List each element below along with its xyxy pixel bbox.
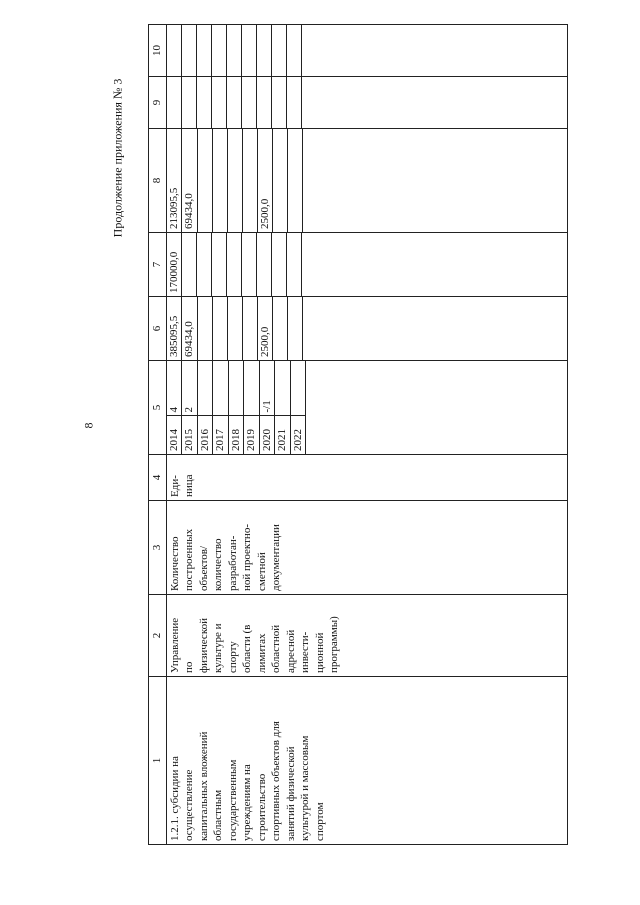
c9-value <box>196 77 211 128</box>
c10-value <box>256 25 271 76</box>
value-row <box>273 129 288 232</box>
c9-value <box>211 77 226 128</box>
value-row <box>288 129 303 232</box>
c9-value <box>167 77 182 128</box>
value-row <box>273 297 288 360</box>
event-cell: 1.2.1. субсидии на осуществление капитальных вложений областным государственным учреждениям на строительство спортивных объектов для занятий физической культурой и массовым спортом <box>166 677 567 845</box>
c7-value <box>212 233 227 296</box>
year-label: 2017 <box>213 416 229 454</box>
value-row <box>227 297 242 360</box>
value-row <box>242 233 257 296</box>
c7-value <box>197 233 212 296</box>
c9-value <box>271 77 286 128</box>
value-row <box>257 233 272 296</box>
value-row <box>242 297 257 360</box>
value-row <box>212 129 227 232</box>
value-row <box>226 77 241 128</box>
c9-value <box>256 77 271 128</box>
value-row <box>167 233 182 296</box>
year-row <box>275 361 291 454</box>
col9-cell <box>166 77 567 129</box>
col-number: 7 <box>149 233 167 297</box>
value-row <box>167 129 182 232</box>
value-row <box>197 129 212 232</box>
c10-value <box>241 25 256 76</box>
c6-value <box>288 297 303 360</box>
year-value <box>275 361 291 416</box>
value-row <box>227 233 242 296</box>
value-row <box>241 77 256 128</box>
year-row <box>197 361 213 454</box>
c10-value <box>196 25 211 76</box>
value-row <box>211 77 226 128</box>
col9-table <box>167 77 302 128</box>
value-row <box>241 25 256 76</box>
year-label: 2014 <box>167 416 182 454</box>
c6-value: 2500,0 <box>257 297 273 360</box>
executor-cell: Управление по физической культуре и спорту области (в лимитах областной адресной инвести- ционной программы) <box>166 595 567 677</box>
table-row <box>166 25 567 845</box>
year-value: 4 <box>167 361 182 416</box>
value-row <box>287 233 302 296</box>
value-row <box>271 25 286 76</box>
year-row <box>259 361 275 454</box>
c7-value <box>182 233 197 296</box>
table-container <box>148 25 568 845</box>
year-row <box>228 361 244 454</box>
unit-cell: Еди- ница <box>166 455 567 501</box>
column-number-row <box>149 25 167 845</box>
value-row <box>286 25 301 76</box>
col8-table <box>167 129 304 232</box>
year-label: 2018 <box>228 416 244 454</box>
value-row <box>197 297 212 360</box>
c8-value: 2500,0 <box>257 129 273 232</box>
value-row <box>227 129 242 232</box>
c8-value <box>242 129 257 232</box>
c9-value <box>181 77 196 128</box>
year-row <box>244 361 260 454</box>
year-label: 2022 <box>290 416 306 454</box>
c7-value <box>257 233 272 296</box>
indicator-cell: Количество построенных объектов/ количество разработан- ной проектно- сметной документации <box>166 501 567 595</box>
c8-value <box>273 129 288 232</box>
col10-cell <box>166 25 567 77</box>
value-row <box>182 233 197 296</box>
value-row <box>288 297 303 360</box>
c8-value: 69434,0 <box>182 129 198 232</box>
col6-table <box>167 297 304 360</box>
value-row <box>211 25 226 76</box>
c6-value <box>273 297 288 360</box>
year-label: 2019 <box>244 416 260 454</box>
value-row <box>167 25 182 76</box>
value-row <box>182 129 198 232</box>
col-number: 4 <box>149 455 167 501</box>
value-row <box>242 129 257 232</box>
col6-cell <box>166 297 567 361</box>
year-table <box>167 361 307 454</box>
col7-cell <box>166 233 567 297</box>
value-row <box>226 25 241 76</box>
c7-value <box>227 233 242 296</box>
col-number: 6 <box>149 297 167 361</box>
c10-value <box>181 25 196 76</box>
year-values-cell <box>166 361 567 455</box>
c10-value <box>211 25 226 76</box>
value-row <box>256 77 271 128</box>
c6-value <box>242 297 257 360</box>
value-row <box>257 129 273 232</box>
c7-value <box>242 233 257 296</box>
year-label: 2016 <box>197 416 213 454</box>
year-value: 2 <box>182 361 198 416</box>
year-label: 2015 <box>182 416 198 454</box>
value-row <box>182 297 198 360</box>
value-row <box>197 233 212 296</box>
appendix-table <box>148 24 568 845</box>
value-row <box>212 297 227 360</box>
c6-value: 385095,5 <box>167 297 182 360</box>
page-number: 8 <box>81 422 96 429</box>
col7-table <box>167 233 303 296</box>
c7-value: 170000,0 <box>167 233 182 296</box>
col-number: 9 <box>149 77 167 129</box>
value-row <box>181 25 196 76</box>
c8-value <box>212 129 227 232</box>
c6-value <box>212 297 227 360</box>
c7-value <box>272 233 287 296</box>
year-row <box>167 361 182 454</box>
year-value <box>244 361 260 416</box>
value-row <box>196 77 211 128</box>
c6-value: 69434,0 <box>182 297 198 360</box>
year-value <box>213 361 229 416</box>
c8-value <box>288 129 303 232</box>
c9-value <box>241 77 256 128</box>
value-row <box>257 297 273 360</box>
c10-value <box>226 25 241 76</box>
year-value <box>197 361 213 416</box>
year-value <box>290 361 306 416</box>
value-row <box>256 25 271 76</box>
col-number: 3 <box>149 501 167 595</box>
c7-value <box>287 233 302 296</box>
c9-value <box>286 77 301 128</box>
col-number: 1 <box>149 677 167 845</box>
value-row <box>271 77 286 128</box>
appendix-caption: Продолжение приложения № 3 <box>110 78 125 238</box>
year-label: 2020 <box>259 416 275 454</box>
col10-table <box>167 25 302 76</box>
c10-value <box>271 25 286 76</box>
c10-value <box>286 25 301 76</box>
col-number: 5 <box>149 361 167 455</box>
year-label: 2021 <box>275 416 291 454</box>
value-row <box>212 233 227 296</box>
year-row <box>213 361 229 454</box>
year-value: -/1 <box>259 361 275 416</box>
year-row <box>290 361 306 454</box>
c8-value: 213095,5 <box>167 129 182 232</box>
c6-value <box>197 297 212 360</box>
c9-value <box>226 77 241 128</box>
year-row <box>182 361 198 454</box>
c10-value <box>167 25 182 76</box>
col-number: 8 <box>149 129 167 233</box>
c6-value <box>227 297 242 360</box>
year-value <box>228 361 244 416</box>
value-row <box>286 77 301 128</box>
value-row <box>196 25 211 76</box>
value-row <box>167 77 182 128</box>
c8-value <box>227 129 242 232</box>
value-row <box>167 297 182 360</box>
value-row <box>272 233 287 296</box>
c8-value <box>197 129 212 232</box>
value-row <box>181 77 196 128</box>
col-number: 10 <box>149 25 167 77</box>
col8-cell <box>166 129 567 233</box>
col-number: 2 <box>149 595 167 677</box>
